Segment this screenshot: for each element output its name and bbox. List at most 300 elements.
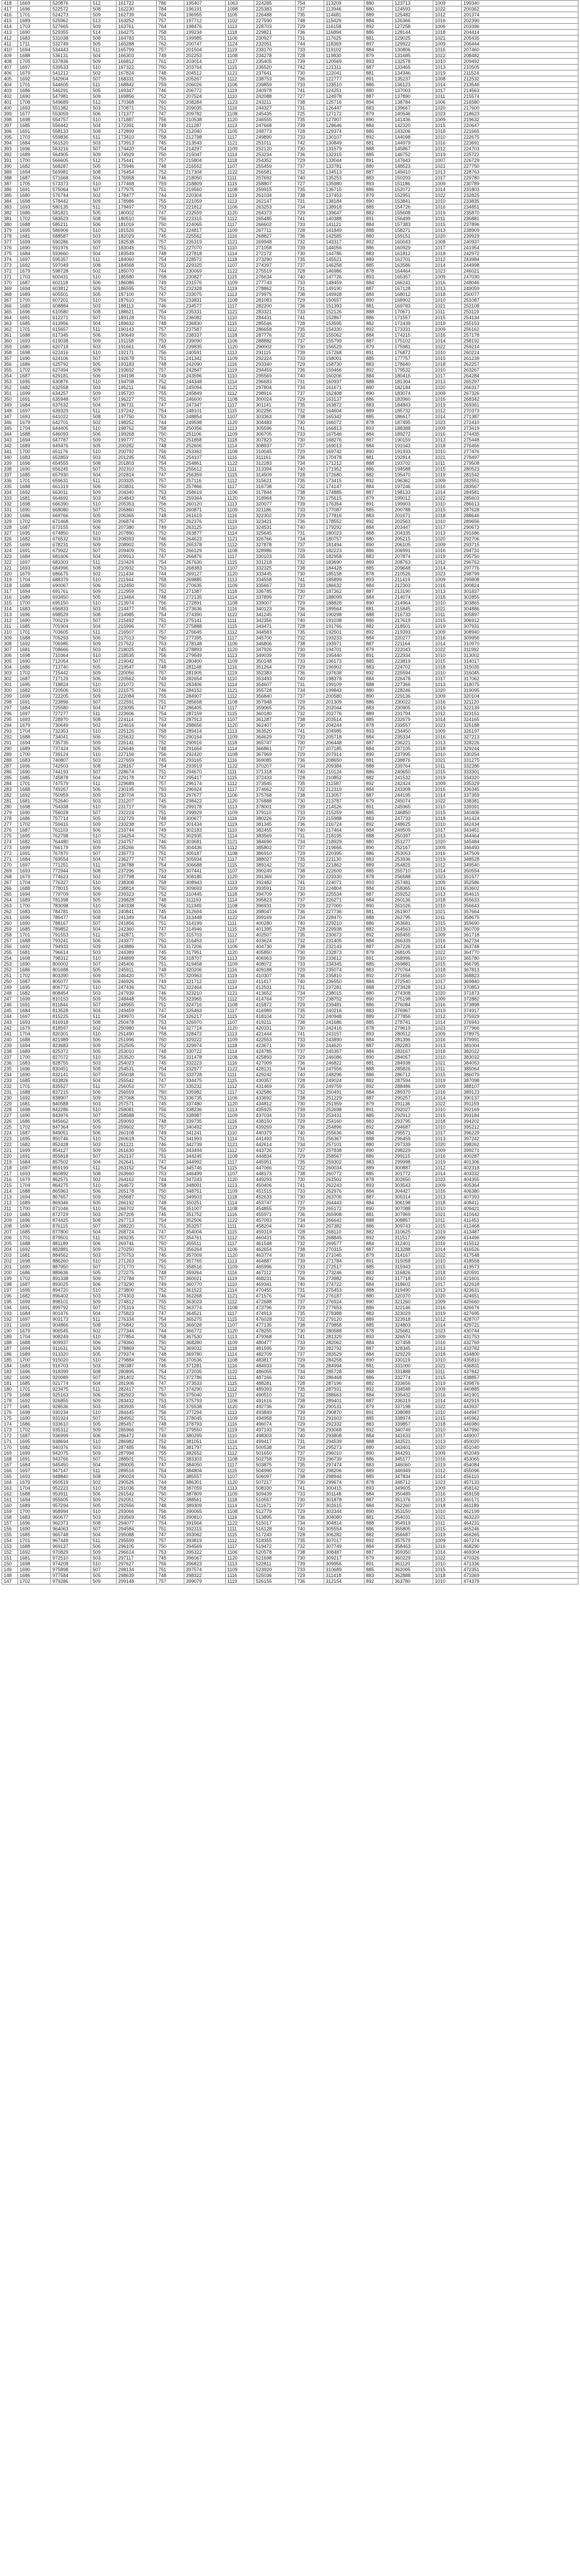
table-cell: 796614: [51, 950, 91, 956]
table-cell: 880: [364, 990, 393, 996]
table-cell: 1019: [433, 705, 462, 711]
table-cell: 1113: [226, 1031, 254, 1037]
table-row: [2, 1165, 578, 1171]
table-cell: 250980: [117, 1025, 157, 1031]
table-cell: 691761: [51, 589, 91, 595]
table-cell: 1018: [433, 595, 462, 600]
table-cell: 294539: [324, 1439, 364, 1445]
table-cell: 148459: [324, 280, 364, 286]
table-cell: 1703: [18, 274, 51, 280]
table-cell: 1118: [226, 589, 254, 595]
table-cell: 159466: [324, 367, 364, 373]
table-cell: 1699: [18, 693, 51, 699]
table-cell: 260871: [184, 507, 226, 513]
table-cell: 1013: [433, 286, 462, 292]
table-cell: 271656: [393, 973, 433, 979]
table-cell: 1014: [433, 187, 462, 193]
table-cell: 563216: [51, 146, 91, 152]
table-cell: 166241: [393, 280, 433, 286]
table-cell: 1011: [433, 216, 462, 222]
table-cell: 224114: [117, 717, 157, 723]
table-cell: 228246: [393, 688, 433, 693]
table-cell: 654555: [51, 461, 91, 466]
table-cell: 263660: [117, 1171, 157, 1177]
table-cell: 325645: [254, 530, 296, 536]
table-cell: 372433: [254, 775, 296, 781]
table-cell: 507: [91, 76, 117, 82]
table-cell: 1014: [433, 1398, 462, 1404]
table-cell: 195407: [184, 1, 226, 6]
table-cell: 189564: [324, 606, 364, 612]
table-row: [2, 926, 578, 932]
table-cell: 1689: [18, 746, 51, 752]
table-cell: 1689: [18, 1200, 51, 1206]
table-cell: 388561: [184, 1497, 226, 1503]
table-cell: 666390: [51, 501, 91, 507]
table-cell: 525036: [254, 1573, 296, 1579]
table-cell: 262137: [117, 1154, 157, 1159]
table-cell: 342521: [393, 1439, 433, 1445]
table-cell: 885: [364, 1322, 393, 1328]
table-cell: 1017: [433, 827, 462, 833]
table-cell: 757: [157, 781, 184, 787]
table-cell: 747: [157, 402, 184, 408]
table-cell: 156: [2, 1526, 18, 1532]
table-cell: 169783: [393, 303, 433, 309]
table-cell: 307749: [324, 1544, 364, 1550]
table-cell: 1690: [18, 659, 51, 664]
table-row: [2, 30, 578, 35]
table-cell: 736: [296, 1363, 324, 1369]
table-cell: 212: [2, 1200, 18, 1206]
table-cell: 1108: [226, 1305, 254, 1311]
table-row: [2, 530, 578, 536]
table-cell: 183960: [393, 397, 433, 402]
table-cell: 890: [364, 1509, 393, 1515]
table-cell: 663011: [51, 490, 91, 496]
table-cell: 362: [2, 327, 18, 332]
table-cell: 520578: [254, 1550, 296, 1555]
table-cell: 509: [91, 542, 117, 548]
table-cell: 180: [2, 1386, 18, 1392]
table-cell: 882881: [51, 1247, 91, 1253]
table-cell: 204335: [393, 530, 433, 536]
table-cell: 1020: [433, 385, 462, 391]
table-cell: 1686: [18, 88, 51, 94]
table-cell: 473796: [254, 1305, 296, 1311]
table-cell: 167128: [393, 286, 433, 292]
table-cell: 736: [296, 1212, 324, 1218]
table-cell: 519472: [254, 1544, 296, 1550]
table-cell: 854127: [51, 1148, 91, 1154]
table-cell: 749: [157, 53, 184, 59]
table-cell: 249024: [324, 1078, 364, 1084]
table-cell: 1016: [433, 140, 462, 146]
table-cell: 740807: [51, 758, 91, 763]
table-cell: 359065: [254, 705, 296, 711]
table-cell: 216580: [462, 100, 578, 105]
table-cell: 235773: [117, 851, 157, 857]
table-cell: 207: [2, 1229, 18, 1235]
table-cell: 328345: [393, 1346, 433, 1352]
table-cell: 1679: [18, 1177, 51, 1183]
table-cell: 880: [364, 164, 393, 169]
table-cell: 181: [2, 1381, 18, 1386]
table-cell: 731: [296, 1287, 324, 1293]
table-cell: 1107: [226, 164, 254, 169]
table-cell: 1116: [226, 105, 254, 111]
table-cell: 282923: [117, 1392, 157, 1398]
table-cell: 210505: [462, 65, 578, 70]
table-cell: 664692: [51, 496, 91, 501]
table-cell: 243211: [254, 100, 296, 105]
table-cell: 182538: [117, 239, 157, 245]
table-cell: 1114: [226, 985, 254, 990]
table-cell: 884: [364, 1049, 393, 1055]
table-cell: 1119: [226, 973, 254, 979]
table-cell: 246021: [462, 268, 578, 274]
table-cell: 349540: [462, 862, 578, 868]
table-cell: 507: [91, 1223, 117, 1229]
table-cell: 1010: [433, 1579, 462, 1584]
table-cell: 237995: [393, 752, 433, 758]
table-cell: 728970: [51, 717, 91, 723]
table-cell: 1693: [18, 565, 51, 571]
table-cell: 520876: [51, 1, 91, 6]
table-cell: 850746: [51, 1136, 91, 1142]
table-cell: 884: [364, 1544, 393, 1550]
table-cell: 733: [296, 309, 324, 315]
table-cell: 1118: [226, 437, 254, 443]
table-cell: 189128: [117, 315, 157, 321]
table-cell: 502: [91, 193, 117, 199]
table-cell: 1013: [433, 437, 462, 443]
table-cell: 753: [157, 338, 184, 344]
table-cell: 1010: [433, 298, 462, 303]
table-cell: 504: [91, 123, 117, 129]
table-cell: 166303: [117, 53, 157, 59]
table-cell: 735: [296, 1159, 324, 1165]
table-cell: 893: [364, 1334, 393, 1340]
table-cell: 180510: [117, 216, 157, 222]
table-cell: 271045: [324, 1253, 364, 1258]
table-cell: 483817: [254, 1357, 296, 1363]
table-cell: 138184: [324, 199, 364, 204]
table-cell: 278388: [324, 1311, 364, 1317]
table-cell: 893: [364, 728, 393, 734]
table-cell: 253119: [462, 309, 578, 315]
table-cell: 177468: [117, 181, 157, 187]
table-cell: 503: [91, 1060, 117, 1066]
table-cell: 415: [2, 18, 18, 24]
table-cell: 751: [157, 1305, 184, 1311]
table-cell: 736: [296, 455, 324, 461]
table-cell: 1689: [18, 1503, 51, 1509]
table-cell: 1109: [226, 886, 254, 891]
table-cell: 382: [2, 210, 18, 216]
table-cell: 696833: [51, 606, 91, 612]
table-cell: 1010: [433, 903, 462, 909]
table-row: [2, 1538, 578, 1544]
table-cell: 884: [364, 1340, 393, 1346]
table-cell: 813528: [51, 1008, 91, 1014]
table-cell: 1010: [433, 1124, 462, 1130]
table-cell: 163761: [117, 24, 157, 30]
table-cell: 264563: [393, 926, 433, 932]
table-cell: 705293: [51, 635, 91, 641]
table-cell: 192814: [393, 455, 433, 461]
table-cell: 504: [91, 1462, 117, 1468]
table-cell: 882: [364, 1078, 393, 1084]
table-row: [2, 810, 578, 816]
table-cell: 754: [157, 711, 184, 717]
table-cell: 303543: [393, 1183, 433, 1188]
table-row: [2, 1561, 578, 1567]
table-cell: 865963: [51, 1188, 91, 1194]
table-cell: 231576: [184, 280, 226, 286]
table-cell: 143206: [393, 129, 433, 134]
table-cell: 129025: [393, 35, 433, 41]
table-cell: 402: [2, 94, 18, 100]
table-cell: 186595: [117, 286, 157, 292]
table-cell: 888: [364, 985, 393, 990]
table-cell: 502: [91, 420, 117, 426]
table-cell: 1019: [433, 1381, 462, 1386]
table-cell: 276: [2, 827, 18, 833]
table-cell: 733: [296, 1188, 324, 1194]
table-row: [2, 35, 578, 41]
table-cell: 1679: [18, 1328, 51, 1334]
table-cell: 280523: [462, 466, 578, 472]
table-cell: 880: [364, 1445, 393, 1451]
table-cell: 210538: [184, 117, 226, 123]
table-cell: 509: [91, 1398, 117, 1404]
table-cell: 290002: [254, 344, 296, 350]
table-cell: 512: [91, 158, 117, 164]
table-cell: 738: [296, 641, 324, 647]
table-cell: 323210: [184, 990, 226, 996]
table-cell: 1693: [18, 717, 51, 723]
table-cell: 1692: [18, 490, 51, 496]
table-cell: 190: [2, 1328, 18, 1334]
table-cell: 1009: [433, 478, 462, 484]
table-cell: 1117: [226, 705, 254, 711]
table-cell: 284258: [324, 1357, 364, 1363]
table-cell: 161722: [117, 1, 157, 6]
table-cell: 890: [364, 903, 393, 909]
table-cell: 298422: [184, 798, 226, 804]
table-row: [2, 612, 578, 618]
table-cell: 129374: [324, 129, 364, 134]
table-cell: 470326: [462, 1555, 578, 1561]
table-cell: 1696: [18, 1369, 51, 1375]
table-cell: 734: [296, 915, 324, 921]
table-cell: 506: [91, 583, 117, 589]
table-cell: 510: [91, 653, 117, 659]
table-cell: 194588: [393, 466, 433, 472]
table-cell: 214563: [462, 88, 578, 94]
table-cell: 329244: [462, 746, 578, 752]
table-row: [2, 1066, 578, 1072]
table-cell: 216: [2, 1177, 18, 1183]
table-cell: 729: [296, 1573, 324, 1579]
table-cell: 744: [157, 193, 184, 199]
table-cell: 177816: [324, 513, 364, 519]
table-cell: 451515: [254, 1188, 296, 1194]
table-cell: 301878: [324, 1497, 364, 1503]
table-cell: 398322: [184, 1573, 226, 1579]
table-cell: 335667: [254, 583, 296, 589]
table-cell: 774623: [51, 874, 91, 880]
table-cell: 258081: [117, 1107, 157, 1113]
table-cell: 1120: [226, 571, 254, 577]
table-cell: 1702: [18, 1124, 51, 1130]
table-cell: 748: [157, 443, 184, 449]
table-cell: 1116: [226, 1573, 254, 1579]
table-cell: 1010: [433, 1509, 462, 1515]
table-cell: 1121: [226, 990, 254, 996]
table-cell: 227818: [184, 251, 226, 257]
table-cell: 883: [364, 362, 393, 367]
table-cell: 267326: [462, 391, 578, 397]
table-cell: 336345: [462, 787, 578, 792]
table-cell: 510: [91, 1136, 117, 1142]
table-cell: 506097: [254, 1474, 296, 1480]
table-cell: 378975: [462, 1031, 578, 1037]
table-row: [2, 1485, 578, 1491]
table-cell: 295599: [117, 1538, 157, 1544]
table-cell: 756: [157, 1357, 184, 1363]
table-cell: 503: [91, 233, 117, 239]
table-cell: 576744: [51, 193, 91, 199]
table-cell: 942075: [51, 1451, 91, 1456]
table-cell: 886: [364, 1375, 393, 1381]
table-cell: 233831: [184, 298, 226, 303]
table-cell: 270373: [462, 408, 578, 414]
table-cell: 300: [2, 688, 18, 693]
table-cell: 352586: [462, 880, 578, 886]
table-cell: 302935: [184, 833, 226, 839]
table-cell: 913320: [51, 1352, 91, 1357]
table-cell: 274303: [117, 1293, 157, 1299]
table-cell: 728: [296, 1229, 324, 1235]
table-cell: 1692: [18, 1247, 51, 1253]
table-cell: 249509: [393, 827, 433, 833]
table-cell: 1018: [433, 251, 462, 257]
table-cell: 394202: [462, 1119, 578, 1124]
table-row: [2, 891, 578, 897]
table-cell: 253: [2, 961, 18, 967]
table-row: [2, 222, 578, 228]
table-cell: 198252: [117, 420, 157, 426]
table-cell: 754: [157, 560, 184, 565]
table-cell: 890: [364, 600, 393, 606]
table-cell: 247347: [184, 402, 226, 408]
table-cell: 1014: [433, 263, 462, 268]
table-cell: 1688: [18, 886, 51, 891]
table-cell: 215804: [184, 158, 226, 164]
table-cell: 1009: [433, 932, 462, 938]
table-cell: 753: [157, 1398, 184, 1404]
table-cell: 247668: [254, 123, 296, 129]
table-cell: 288656: [184, 723, 226, 728]
table-row: [2, 1229, 578, 1235]
table-cell: 128144: [393, 30, 433, 35]
table-cell: 747: [157, 1311, 184, 1317]
table-cell: 236221: [393, 740, 433, 746]
table-cell: 536131: [51, 53, 91, 59]
table-cell: 610580: [51, 309, 91, 315]
table-cell: 261034: [254, 193, 296, 199]
table-cell: 1694: [18, 891, 51, 897]
table-cell: 366028: [184, 1322, 226, 1328]
table-cell: 363: [2, 321, 18, 327]
table-cell: 1122: [226, 1066, 254, 1072]
table-cell: 736: [296, 909, 324, 915]
table-cell: 345484: [462, 839, 578, 845]
table-cell: 878: [364, 420, 393, 426]
table-cell: 513895: [254, 1515, 296, 1520]
table-cell: 1681: [18, 647, 51, 653]
table-cell: 1690: [18, 961, 51, 967]
table-cell: 1697: [18, 1165, 51, 1171]
table-cell: 1109: [226, 228, 254, 233]
table-cell: 1012: [433, 257, 462, 263]
table-cell: 171212: [324, 461, 364, 466]
table-cell: 886: [364, 1456, 393, 1462]
table-cell: 1113: [226, 501, 254, 507]
table-row: [2, 1177, 578, 1183]
table-cell: 372882: [462, 996, 578, 1002]
table-cell: 252505: [117, 1043, 157, 1049]
table-cell: 254160: [324, 1119, 364, 1124]
table-cell: 884: [364, 886, 393, 891]
table-cell: 273: [2, 845, 18, 851]
table-cell: 214074: [393, 595, 433, 600]
table-cell: 213787: [324, 798, 364, 804]
table-cell: 751: [157, 618, 184, 624]
table-cell: 429242: [254, 1072, 296, 1078]
table-cell: 1115: [226, 321, 254, 327]
table-cell: 748: [157, 164, 184, 169]
table-cell: 1009: [433, 629, 462, 635]
table-cell: 1018: [433, 1119, 462, 1124]
table-cell: 1683: [18, 909, 51, 915]
table-cell: 295: [2, 717, 18, 723]
table-cell: 351264: [254, 664, 296, 670]
table-cell: 1697: [18, 862, 51, 868]
table-row: [2, 1550, 578, 1555]
table-cell: 1019: [433, 857, 462, 862]
table-cell: 237587: [184, 327, 226, 332]
table-cell: 506: [91, 1188, 117, 1194]
table-cell: 736: [296, 233, 324, 239]
table-cell: 1120: [226, 117, 254, 123]
table-cell: 748: [157, 513, 184, 519]
table-cell: 506: [91, 1130, 117, 1136]
table-cell: 201504: [184, 47, 226, 53]
table-cell: 784781: [51, 909, 91, 915]
table-cell: 733: [296, 1264, 324, 1270]
table-row: [2, 1124, 578, 1130]
table-cell: 1063: [226, 1, 254, 6]
table-cell: 879: [364, 193, 393, 199]
table-cell: 194701: [324, 647, 364, 653]
table-cell: 1020: [433, 1445, 462, 1451]
table-cell: 731: [296, 985, 324, 990]
table-cell: 374917: [462, 1008, 578, 1014]
table-cell: 295088: [117, 1532, 157, 1538]
